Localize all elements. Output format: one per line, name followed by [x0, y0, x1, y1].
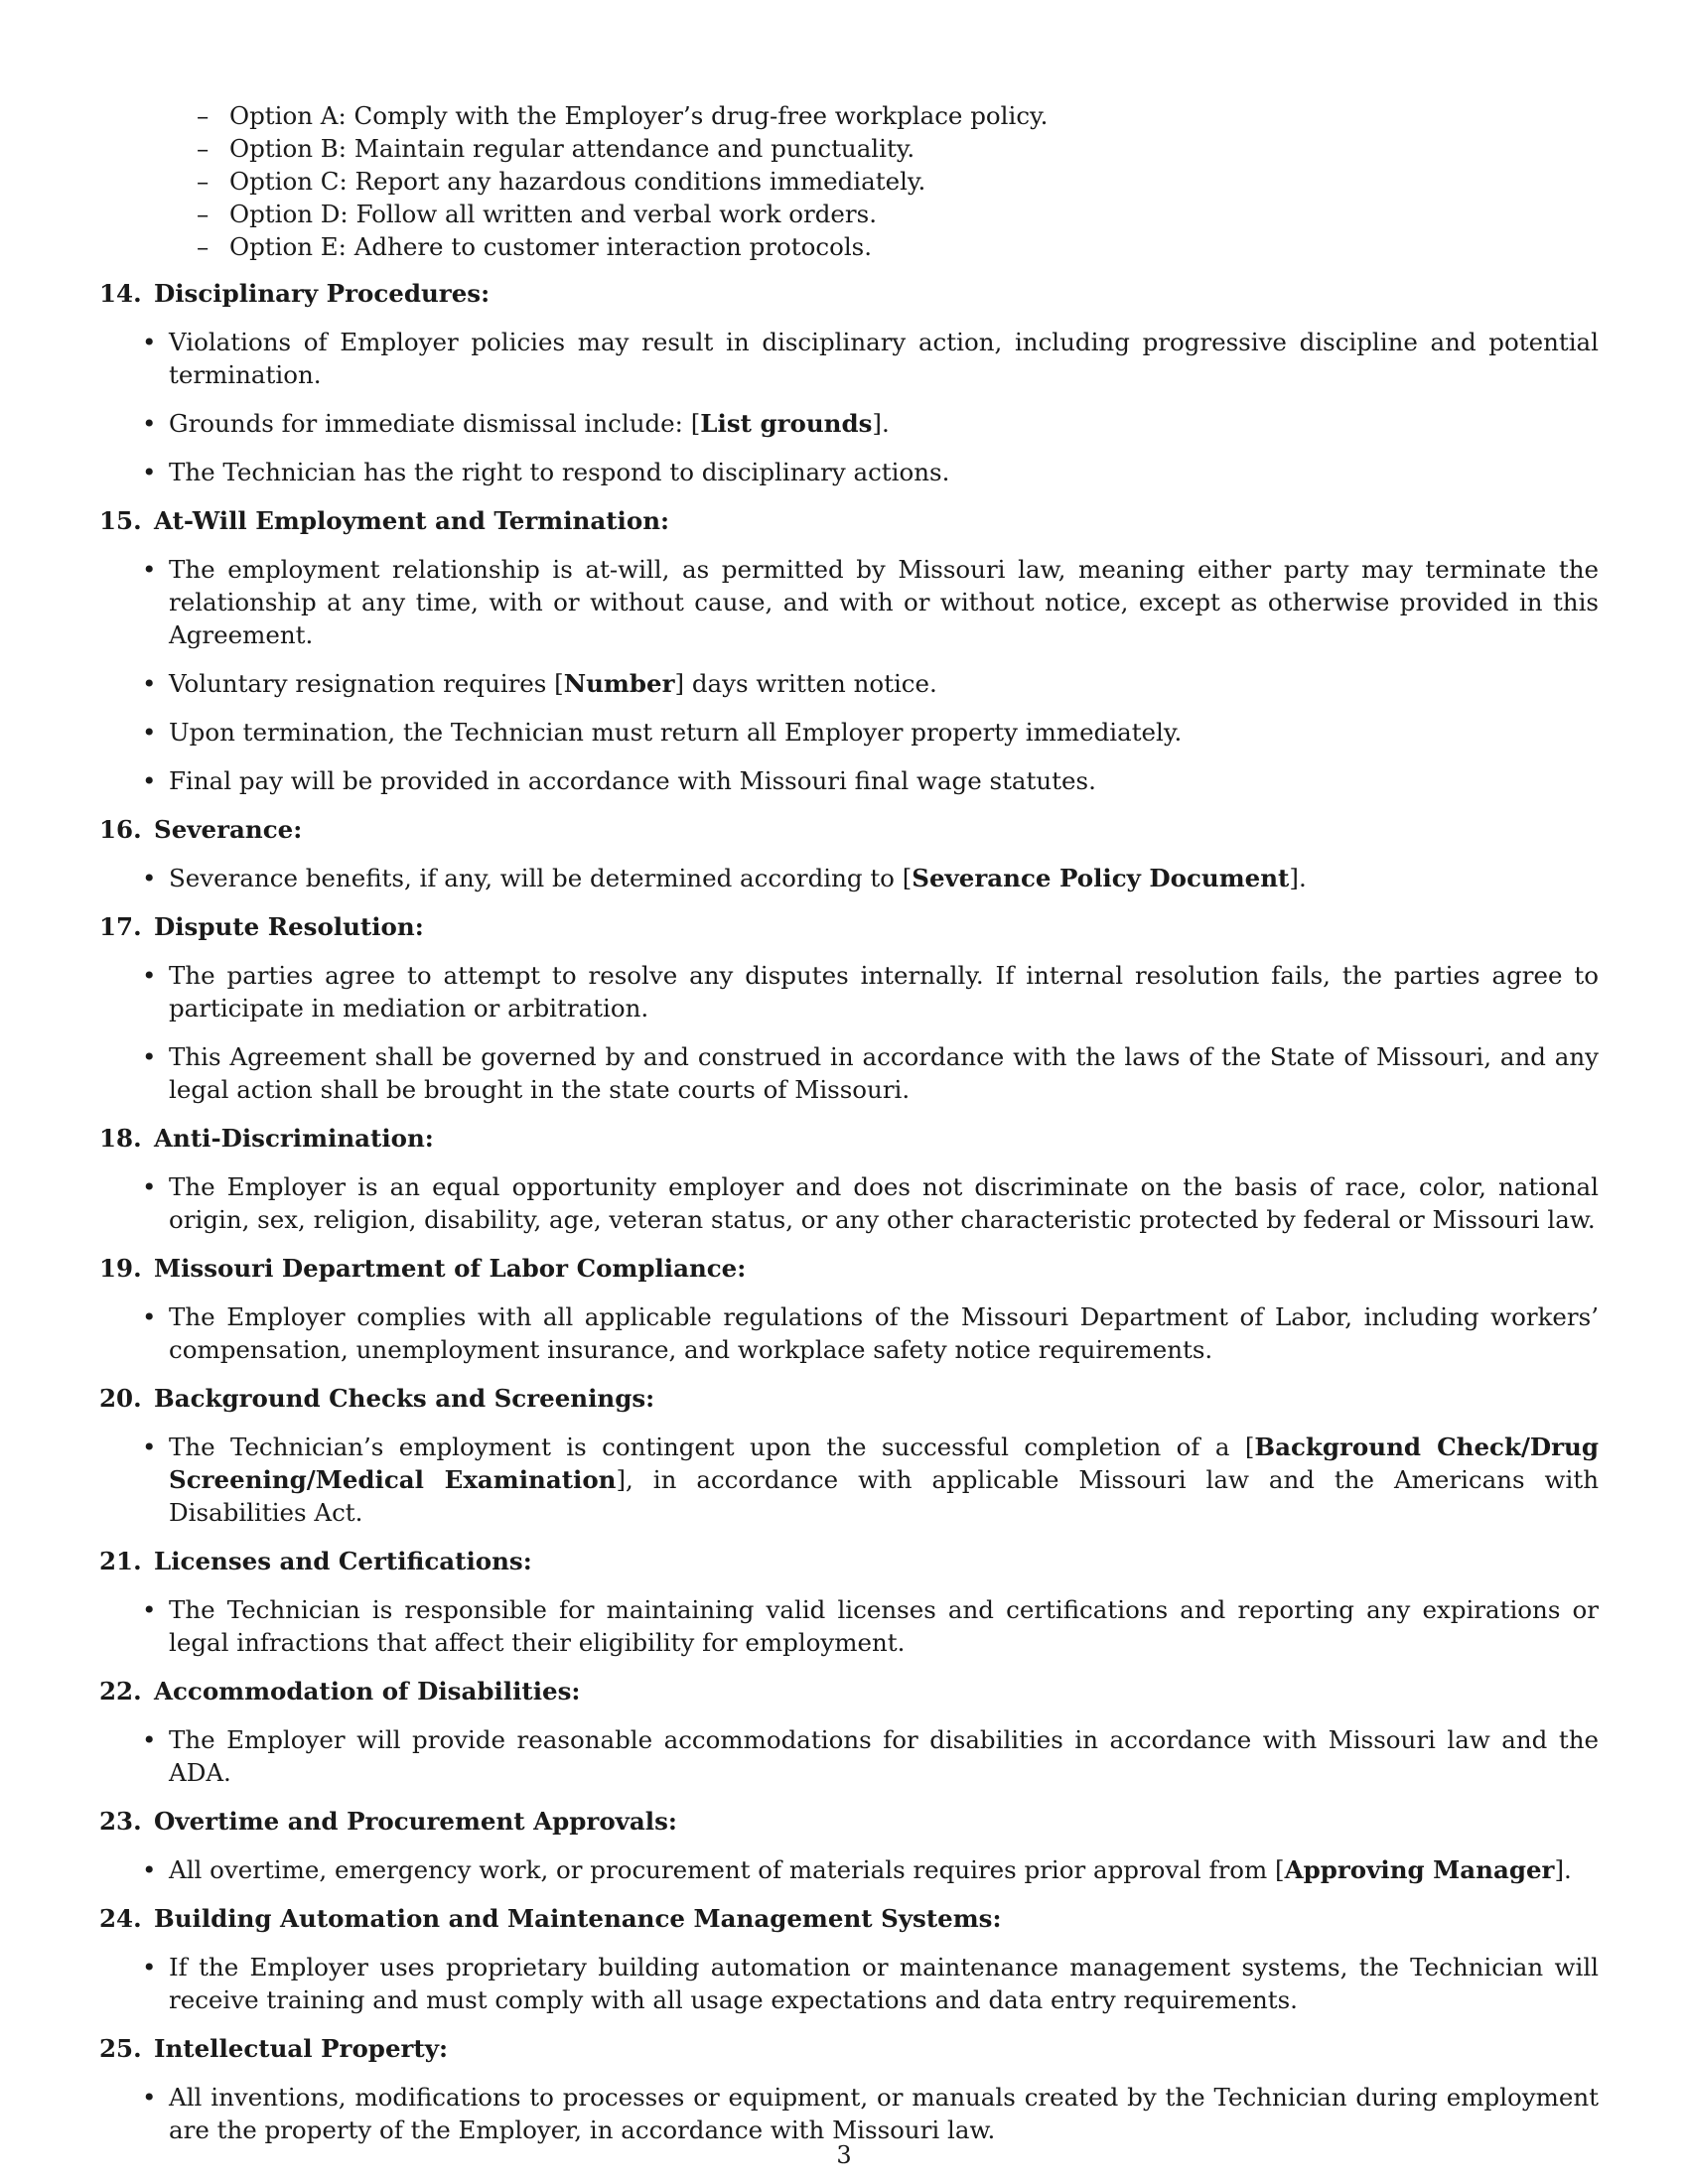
bullet-text: All overtime, emergency work, or procurement of materials requires prior approval from [	[169, 1855, 1285, 1884]
page-number: 3	[836, 2141, 852, 2169]
bullet-text: The Employer is an equal opportunity employer and does not discriminate on the basis of race, color, national origin, sex, religion, disability, age, veteran status, or any other characteristic protected by federal or Missouri law.	[169, 1172, 1599, 1234]
bullet-item	[169, 1040, 1599, 1106]
bullet-text: The Technician is responsible for maintaining valid licenses and certifications and reporting any expirations or legal infractions that affect their eligibility for employment.	[169, 1595, 1599, 1657]
bullet-item	[169, 326, 1599, 391]
bullet-text: ] days written notice.	[674, 669, 937, 698]
bullet-item	[169, 1593, 1599, 1659]
bullet-item	[169, 1431, 1599, 1529]
section	[99, 504, 1599, 797]
bullet-list	[99, 1300, 1599, 1366]
section-heading	[99, 1805, 1599, 1838]
bullet-text: ].	[872, 409, 890, 438]
placeholder-field: List grounds	[700, 409, 873, 438]
placeholder-field: Number	[563, 669, 675, 698]
section	[99, 1122, 1599, 1236]
bullet-item	[169, 667, 1599, 700]
sections-container	[99, 277, 1599, 2146]
section-title: Accommodation of Disabilities:	[154, 1677, 581, 1706]
section	[99, 1545, 1599, 1659]
bullet-text: Voluntary resignation requires [	[169, 669, 564, 698]
section-heading	[99, 1382, 1599, 1415]
section-title: Licenses and Certifications:	[154, 1547, 532, 1575]
bullet-text: The Employer will provide reasonable accommodations for disabilities in accordance with Missouri law and the ADA.	[169, 1725, 1599, 1787]
option-item: – Option B: Maintain regular attendance and punctuality.	[197, 132, 1599, 165]
section	[99, 2032, 1599, 2146]
placeholder-field: Approving Manager	[1284, 1855, 1555, 1884]
bullet-list	[99, 862, 1599, 894]
section-title: Overtime and Procurement Approvals:	[154, 1807, 677, 1836]
section-heading	[99, 277, 1599, 310]
section-heading	[99, 504, 1599, 537]
bullet-list	[99, 1951, 1599, 2016]
bullet-text: The employment relationship is at-will, as permitted by Missouri law, meaning either party may terminate the relationship at any time, with or without cause, and with or without notice, except as otherwise provided in this Agreement.	[169, 555, 1599, 649]
bullet-item	[169, 456, 1599, 488]
section	[99, 1382, 1599, 1529]
section	[99, 277, 1599, 488]
section-title: Disciplinary Procedures:	[154, 279, 491, 308]
bullet-text: The Technician’s employment is contingent upon the successful completion of a [	[169, 1433, 1255, 1461]
section-number: 20.	[99, 1384, 142, 1413]
section-heading	[99, 1252, 1599, 1285]
section-title: At-Will Employment and Termination:	[154, 506, 670, 535]
bullet-text: The parties agree to attempt to resolve any disputes internally. If internal resolution fails, the parties agree to participate in mediation or arbitration.	[169, 961, 1599, 1023]
bullet-text: Violations of Employer policies may result in disciplinary action, including progressive discipline and potential termination.	[169, 328, 1599, 389]
section-title: Anti-Discrimination:	[154, 1124, 434, 1153]
section-number: 14.	[99, 279, 142, 308]
bullet-item	[169, 1951, 1599, 2016]
section-title: Intellectual Property:	[154, 2034, 449, 2063]
bullet-list	[99, 959, 1599, 1106]
section-number: 21.	[99, 1547, 142, 1575]
section-title: Severance:	[154, 815, 303, 844]
section-number: 23.	[99, 1807, 142, 1836]
bullet-text: ].	[1289, 864, 1307, 892]
bullet-item	[169, 1300, 1599, 1366]
option-item: – Option E: Adhere to customer interaction protocols.	[197, 230, 1599, 263]
section	[99, 1675, 1599, 1789]
bullet-text: Final pay will be provided in accordance with Missouri final wage statutes.	[169, 766, 1096, 795]
bullet-item	[169, 407, 1599, 440]
option-item: – Option D: Follow all written and verbal work orders.	[197, 198, 1599, 230]
bullet-text: All inventions, modifications to processes or equipment, or manuals created by the Technician during employment are the property of the Employer, in accordance with Missouri law.	[169, 2083, 1599, 2144]
bullet-text: Upon termination, the Technician must return all Employer property immediately.	[169, 718, 1183, 747]
section-number: 17.	[99, 912, 142, 941]
bullet-text: Grounds for immediate dismissal include: [	[169, 409, 701, 438]
bullet-item	[169, 716, 1599, 749]
bullet-item	[169, 959, 1599, 1024]
section-title: Background Checks and Screenings:	[154, 1384, 655, 1413]
section-number: 18.	[99, 1124, 142, 1153]
section-heading	[99, 1902, 1599, 1935]
bullet-text: ].	[1554, 1855, 1572, 1884]
bullet-item	[169, 2081, 1599, 2146]
section-heading	[99, 1545, 1599, 1577]
bullet-item	[169, 862, 1599, 894]
placeholder-field: Background Check/Drug Screening/Medical Examination	[169, 1433, 1599, 1494]
bullet-list	[99, 326, 1599, 488]
section	[99, 1902, 1599, 2016]
section	[99, 1805, 1599, 1886]
section	[99, 1252, 1599, 1366]
section-number: 24.	[99, 1904, 142, 1933]
section-heading	[99, 1122, 1599, 1155]
bullet-text: This Agreement shall be governed by and construed in accordance with the laws of the State of Missouri, and any legal action shall be brought in the state courts of Missouri.	[169, 1042, 1599, 1104]
bullet-list	[99, 2081, 1599, 2146]
option-item: – Option C: Report any hazardous conditions immediately.	[197, 165, 1599, 198]
bullet-list	[99, 1723, 1599, 1789]
bullet-text: ], in accordance with applicable Missouri law and the Americans with Disabilities Act.	[169, 1465, 1599, 1527]
bullet-list	[99, 1431, 1599, 1529]
section-title: Missouri Department of Labor Compliance:	[154, 1254, 747, 1283]
bullet-text: The Technician has the right to respond to disciplinary actions.	[169, 458, 950, 486]
bullet-list	[99, 1593, 1599, 1659]
section	[99, 910, 1599, 1106]
section-heading	[99, 813, 1599, 846]
bullet-text: The Employer complies with all applicable regulations of the Missouri Department of Labor, including workers’ compensation, unemployment insurance, and workplace safety notice requirements.	[169, 1302, 1599, 1364]
option-item: – Option A: Comply with the Employer’s drug-free workplace policy.	[197, 99, 1599, 132]
section-number: 22.	[99, 1677, 142, 1706]
bullet-item	[169, 1170, 1599, 1236]
document-page	[99, 99, 1599, 2162]
bullet-list	[99, 553, 1599, 797]
bullet-item	[169, 1723, 1599, 1789]
bullet-text: Severance benefits, if any, will be determined according to [	[169, 864, 913, 892]
section-heading	[99, 1675, 1599, 1707]
section-title: Dispute Resolution:	[154, 912, 424, 941]
bullet-list	[99, 1170, 1599, 1236]
bullet-item	[169, 553, 1599, 651]
bullet-item	[169, 1853, 1599, 1886]
option-list	[197, 99, 1599, 263]
bullet-text: If the Employer uses proprietary building automation or maintenance management systems, the Technician will receive training and must comply with all usage expectations and data entry requirements.	[169, 1953, 1599, 2014]
section-heading	[99, 910, 1599, 943]
section-number: 15.	[99, 506, 142, 535]
bullet-item	[169, 764, 1599, 797]
bullet-list	[99, 1853, 1599, 1886]
section	[99, 813, 1599, 894]
section-number: 25.	[99, 2034, 142, 2063]
section-heading	[99, 2032, 1599, 2065]
section-number: 19.	[99, 1254, 142, 1283]
section-title: Building Automation and Maintenance Management Systems:	[154, 1904, 1002, 1933]
placeholder-field: Severance Policy Document	[912, 864, 1290, 892]
section-number: 16.	[99, 815, 142, 844]
